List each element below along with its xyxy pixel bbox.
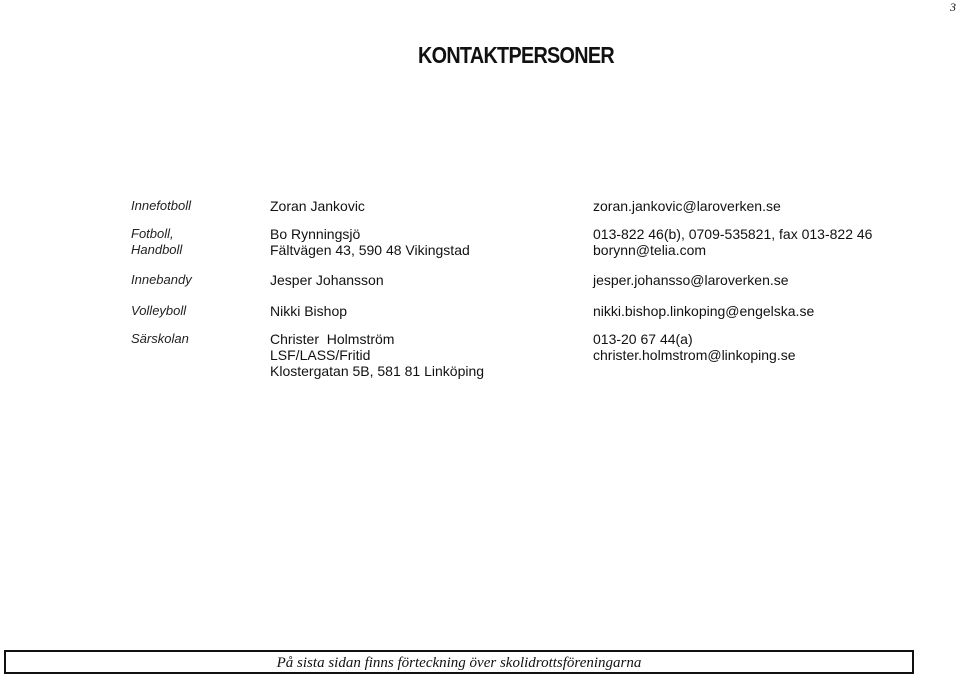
contact-category: Innebandy [131, 272, 192, 287]
contact-person: Jesper Johansson [270, 272, 384, 288]
contact-person: Zoran Jankovic [270, 198, 365, 214]
contact-person: Bo Rynningsjö Fältvägen 43, 590 48 Vikingstad [270, 226, 470, 258]
email-link[interactable]: christer.holmstrom@linkoping.se [593, 347, 796, 363]
contact-info [593, 226, 872, 258]
contact-person: Christer Holmström LSF/LASS/Fritid Klostergatan 5B, 581 81 Linköping [270, 331, 485, 379]
contact-category: Innefotboll [131, 198, 191, 213]
email-link[interactable]: borynn@telia.com [593, 242, 707, 258]
contact-person: Nikki Bishop [270, 303, 348, 319]
footer-box [4, 650, 914, 674]
contact-info [593, 331, 796, 363]
phone-numbers: 013-822 46(b), 0709-535821, fax 013-822 46 [593, 226, 873, 242]
footer-note: På sista sidan finns förteckning över skolidrottsföreningarna [276, 655, 642, 671]
email-link[interactable]: nikki.bishop.linkoping@engelska.se [593, 303, 815, 319]
contact-category: Särskolan [131, 331, 189, 346]
contact-category: Fotboll, Handboll [131, 226, 183, 257]
page-title: KONTAKTPERSONER [418, 42, 614, 68]
phone-numbers: 013-20 67 44(a) [593, 331, 693, 347]
email-link[interactable]: zoran.jankovic@laroverken.se [593, 198, 781, 214]
contact-category: Volleyboll [131, 303, 187, 318]
contact-info [593, 303, 814, 319]
email-link[interactable]: jesper.johansso@laroverken.se [593, 272, 789, 288]
contact-info [593, 272, 789, 288]
page-number: 3 [950, 0, 956, 14]
contact-info [593, 198, 781, 214]
